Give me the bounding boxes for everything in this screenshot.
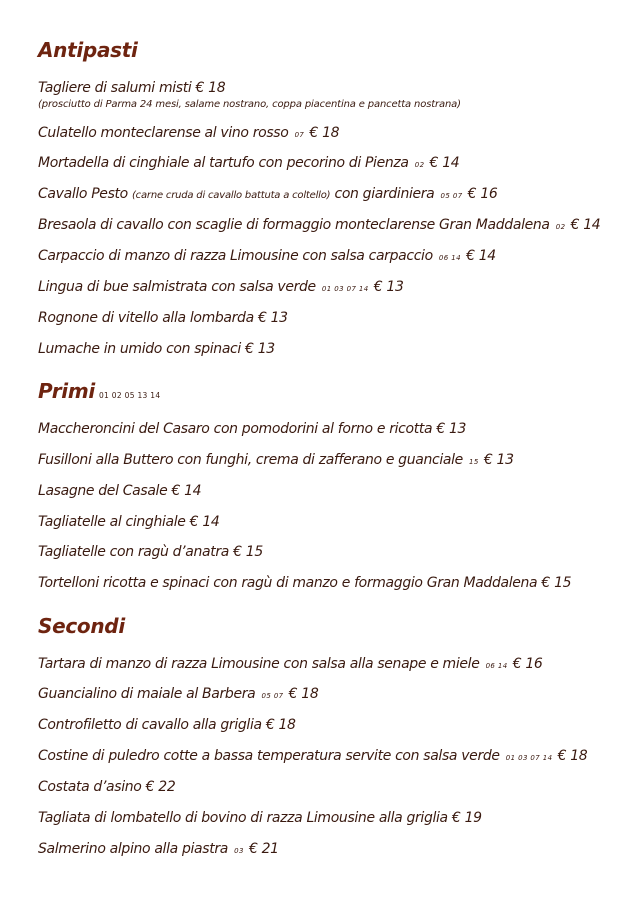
menu-item-name: Lumache in umido con spinaci: [38, 341, 241, 357]
allergen-codes: 15: [469, 458, 479, 466]
menu-item-name: Rognone di vitello alla lombarda: [38, 310, 254, 326]
menu-item: [38, 840, 279, 860]
menu-item: [38, 79, 225, 97]
menu-item: [38, 574, 571, 592]
menu-item: [38, 340, 275, 358]
menu-item-name: Lasagne del Casale: [38, 483, 168, 499]
menu-item-name: Controfiletto di cavallo alla griglia: [38, 717, 262, 733]
menu-item-price: € 16: [467, 186, 498, 202]
section-title-secondi: [38, 614, 125, 638]
menu-item-name: Fusilloni alla Buttero con funghi, crema di zafferano e guanciale: [38, 452, 463, 468]
menu-item-price: € 18: [288, 686, 319, 702]
menu-item: [38, 778, 175, 796]
menu-item: [38, 747, 587, 767]
menu-item-detail: [38, 99, 461, 111]
menu-item-price: € 18: [557, 748, 588, 764]
menu-item: [38, 420, 466, 438]
menu-item-name: Mortadella di cinghiale al tartufo con pecorino di Pienza: [38, 155, 409, 171]
menu-item-name: Tagliatelle al cinghiale: [38, 514, 186, 530]
menu-item-price: € 14: [171, 483, 202, 499]
menu-item: [38, 154, 459, 174]
allergen-codes: 02: [555, 223, 566, 231]
menu-item-detail: (prosciutto di Parma 24 mesi, salame nostrano, coppa piacentina e pancetta nostrana): [38, 99, 461, 110]
menu-item-price: € 21: [248, 841, 279, 857]
menu-item: [38, 278, 404, 298]
menu-item-price: € 13: [257, 310, 288, 326]
menu-item: [38, 185, 497, 205]
menu-item-price: € 13: [245, 341, 275, 357]
menu-item-name: Tortelloni ricotta e spinaci con ragù di manzo e formaggio Gran Maddalena: [38, 575, 538, 591]
allergen-codes: 05 07: [261, 692, 284, 700]
menu-item-price: € 18: [265, 717, 296, 733]
menu-item-name: Bresaola di cavallo con scaglie di formaggio monteclarense Gran Maddalena: [38, 217, 550, 233]
menu-item-price: € 15: [233, 544, 263, 560]
menu-item-price: € 18: [195, 80, 226, 96]
menu-item-name2: con giardiniera: [334, 186, 435, 202]
menu-item-price: € 22: [145, 779, 176, 795]
menu-item-price: € 14: [466, 248, 496, 264]
menu-item-note: (carne cruda di cavallo battuta a coltello): [131, 190, 331, 201]
section-title-text: Primi: [38, 379, 95, 403]
menu-item-name: Costata d’asino: [38, 779, 142, 795]
menu-item-name: Tagliata di lombatello di bovino di razza Limousine alla griglia: [38, 810, 448, 826]
section-title-text: Secondi: [38, 614, 125, 638]
menu-item-name: Culatello monteclarense al vino rosso: [38, 125, 289, 141]
menu-item-price: € 13: [436, 421, 467, 437]
allergen-codes: 01 03 07 14: [505, 754, 553, 762]
menu-item-price: € 13: [483, 452, 514, 468]
menu-item-price: € 14: [570, 217, 601, 233]
menu-item-name: Tartara di manzo di razza Limousine con salsa alla senape e miele: [38, 656, 480, 672]
allergen-codes: 06 14: [485, 662, 508, 670]
allergen-codes: 07: [294, 131, 305, 139]
menu-item: [38, 685, 318, 705]
menu-item: [38, 247, 496, 267]
menu-item-name: Carpaccio di manzo di razza Limousine con salsa carpaccio: [38, 248, 433, 264]
menu-item-name: Salmerino alpino alla piastra: [38, 841, 228, 857]
allergen-codes: 03: [234, 847, 244, 855]
allergen-codes: 01 02 05 13 14: [98, 391, 161, 400]
menu-item-price: € 19: [451, 810, 482, 826]
menu-item: [38, 716, 296, 734]
menu-item-price: € 14: [429, 155, 460, 171]
menu-item: [38, 451, 514, 471]
menu-item-name: Maccheroncini del Casaro con pomodorini al forno e ricotta: [38, 421, 433, 437]
section-title-primi: [38, 379, 160, 403]
menu-item: [38, 124, 339, 144]
menu-item: [38, 309, 288, 327]
menu-item: [38, 216, 600, 236]
section-title-text: Antipasti: [38, 38, 138, 62]
menu-item-name: Tagliere di salumi misti: [38, 80, 192, 96]
menu-item: [38, 655, 543, 675]
menu-item: [38, 809, 482, 827]
menu-item-price: € 18: [309, 125, 340, 141]
menu-item-price: € 16: [512, 656, 543, 672]
menu-item-price: € 14: [189, 514, 220, 530]
menu-item-name: Guancialino di maiale al Barbera: [38, 686, 256, 702]
menu-item: [38, 543, 263, 561]
allergen-codes: 05 07: [440, 192, 463, 200]
menu-item: [38, 513, 219, 531]
allergen-codes: 02: [414, 161, 425, 169]
menu-item-price: € 13: [373, 279, 404, 295]
menu-item-name: Tagliatelle con ragù d’anatra: [38, 544, 230, 560]
allergen-codes: 01 03 07 14: [321, 285, 369, 293]
menu-item-price: € 15: [541, 575, 572, 591]
menu-item-name: Cavallo Pesto: [38, 186, 128, 202]
menu-item-name: Lingua di bue salmistrata con salsa verde: [38, 279, 316, 295]
section-title-antipasti: [38, 38, 138, 62]
menu-item: [38, 482, 201, 500]
allergen-codes: 06 14: [438, 254, 461, 262]
menu-item-name: Costine di puledro cotte a bassa temperatura servite con salsa verde: [38, 748, 500, 764]
